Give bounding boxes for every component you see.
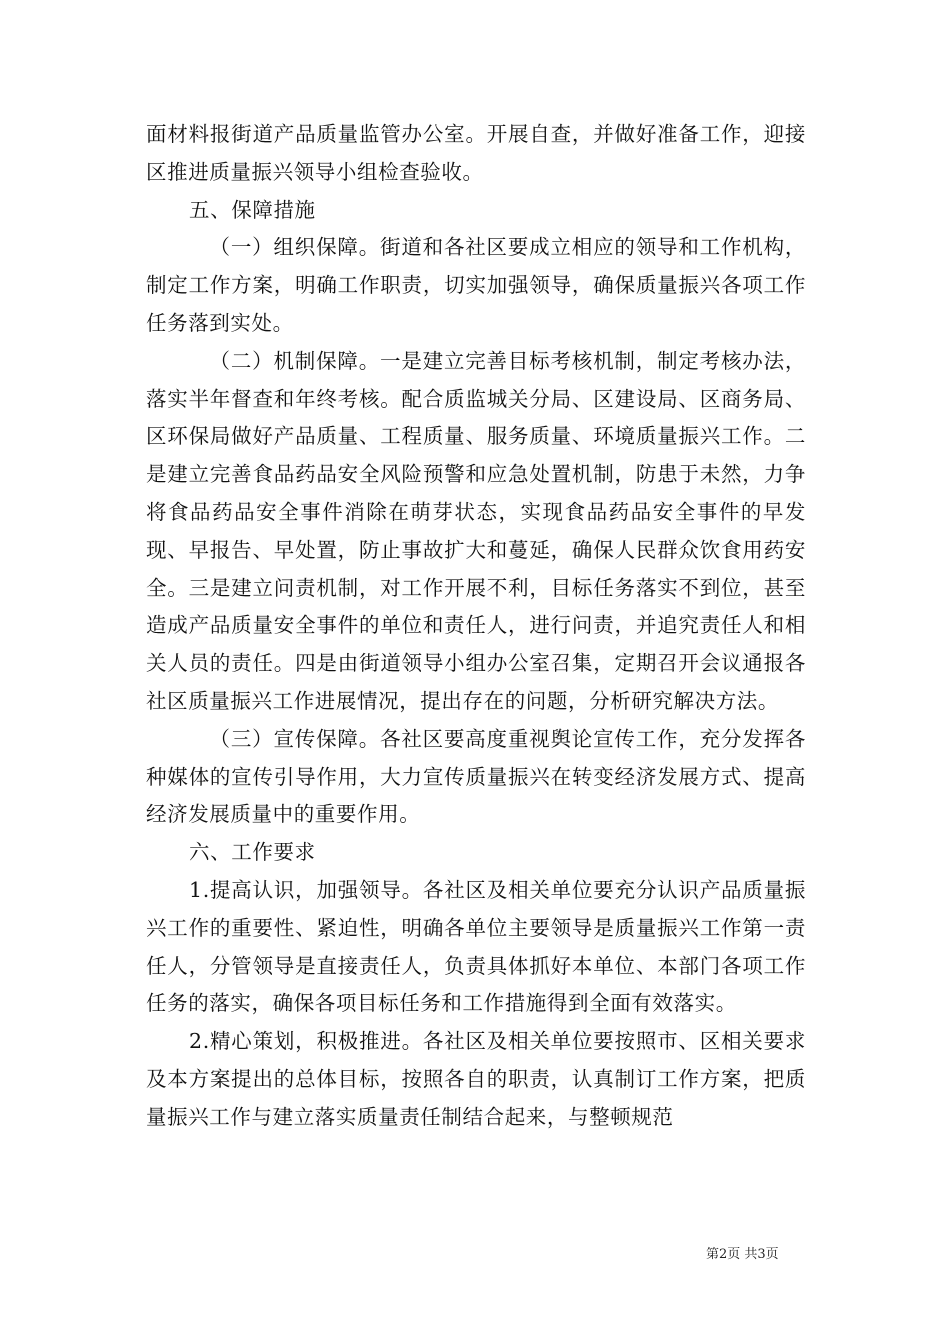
document-body bbox=[146, 116, 806, 1137]
paragraph-publicity: （三）宣传保障。各社区要高度重视舆论宣传工作，充分发挥各种媒体的宣传引导作用，大力宣传质量振兴在转变经济发展方式、提高经济发展质量中的重要作用。 bbox=[146, 726, 806, 827]
paragraph-mechanism: （二）机制保障。一是建立完善目标考核机制，制定考核办法，落实半年督查和年终考核。配合质监城关分局、区建设局、区商务局、区环保局做好产品质量、工程质量、服务质量、环境质量振兴工作。二是建立完善食品药品安全风险预警和应急处置机制，防患于未然，力争将食品药品安全事件消除在萌芽状态，实现食品药品安全事件的早发现、早报告、早处置，防止事故扩大和蔓延，确保人民群众饮食用药安全。三是建立问责机制，对工作开展不利，目标任务落实不到位，甚至造成产品质量安全事件的单位和责任人，进行问责，并追究责任人和相关人员的责任。四是由街道领导小组办公室召集，定期召开会议通报各社区质量振兴工作进展情况，提出存在的问题，分析研究解决方法。 bbox=[146, 348, 806, 713]
section-heading-5: 五、保障措施 bbox=[189, 197, 316, 222]
paragraph-organization: （一）组织保障。街道和各社区要成立相应的领导和工作机构，制定工作方案，明确工作职责，切实加强领导，确保质量振兴各项工作任务落到实处。 bbox=[146, 235, 806, 335]
page-number: 第2页 共3页 bbox=[706, 1247, 779, 1262]
paragraph-1: 面材料报街道产品质量监管办公室。开展自查，并做好准备工作，迎接区推进质量振兴领导小组检查验收。 bbox=[146, 122, 806, 184]
paragraph-requirement-2: 2.精心策划，积极推进。各社区及相关单位要按照市、区相关要求及本方案提出的总体目标，按照各自的职责，认真制订工作方案，把质量振兴工作与建立落实质量责任制结合起来，与整顿规范 bbox=[146, 1029, 806, 1129]
section-heading-6: 六、工作要求 bbox=[189, 840, 316, 865]
paragraph-requirement-1: 1.提高认识，加强领导。各社区及相关单位要充分认识产品质量振兴工作的重要性、紧迫性，明确各单位主要领导是质量振兴工作第一责任人，分管领导是直接责任人，负责具体抓好本单位、本部门各项工作任务的落实，确保各项目标任务和工作措施得到全面有效落实。 bbox=[146, 877, 806, 1016]
